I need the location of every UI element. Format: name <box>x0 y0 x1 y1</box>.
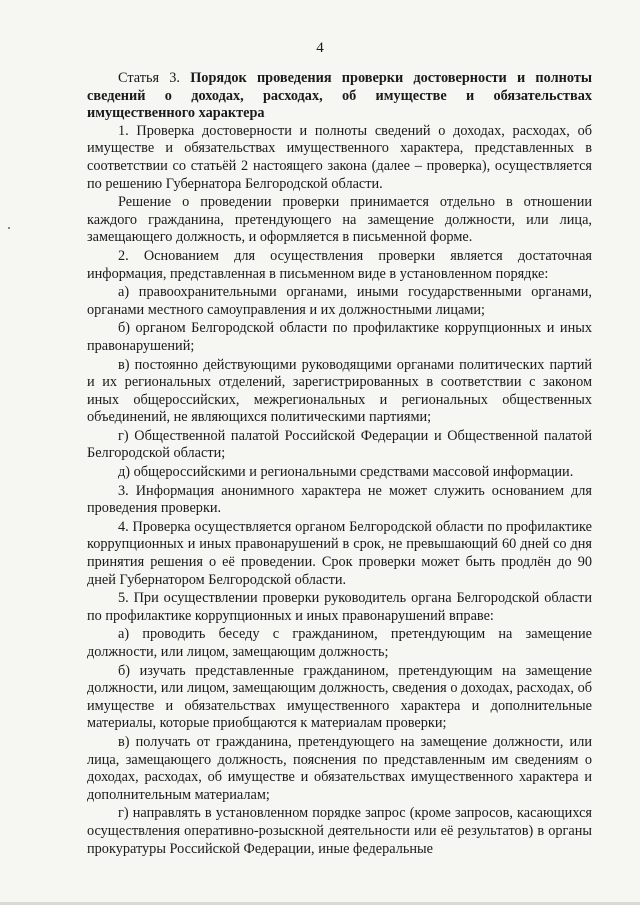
document-body <box>87 70 592 858</box>
paragraph-item-2g: г) Общественной палатой Российской Федерации и Общественной палатой Белгородской области; <box>87 427 592 462</box>
article-prefix: Статья 3. <box>118 70 180 86</box>
paragraph-item-5g: г) направлять в установленном порядке запрос (кроме запросов, касающихся осуществления оперативно-розыскной деятельности или её результатов) в органы прокуратуры Российской Федерации, иные федеральные <box>87 805 592 857</box>
paragraph-item-4: 4. Проверка осуществляется органом Белгородской области по профилактике коррупционных и иных правонарушений в срок, не превышающий 60 дней со дня принятия решения о её проведении. Срок проверки может быть продлён до 90 дней Губернатором Белгородской области. <box>87 518 592 588</box>
paragraph-item-2a: а) правоохранительными органами, иными государственными органами, органами местного самоуправления и их должностными лицами; <box>87 284 592 318</box>
page-number: 4 <box>316 40 324 56</box>
paragraph-item-2v: в) постоянно действующими руководящими органами политических партий и их региональных отделений, зарегистрированных в соответствии с законом иных общероссийских, межрегиональных и региональных общественных объединений, не являющихся политическими партиями; <box>87 356 592 426</box>
paragraph-item-2: 2. Основанием для осуществления проверки является достаточная информация, представленная в письменном виде в установленном порядке: <box>87 247 592 282</box>
paragraph-item-5a: а) проводить беседу с гражданином, претендующим на замещение должности, или лицом, замещающим должность; <box>87 626 592 660</box>
article-title: Порядок проведения проверки достоверности и полноты сведений о доходах, расходах, об имуществе и обязательствах имущественного характера <box>87 70 592 122</box>
paragraph-item-2d: д) общероссийскими и региональными средствами массовой информации. <box>118 464 574 481</box>
paragraph-item-3: 3. Информация анонимного характера не может служить основанием для проведения проверки. <box>87 482 592 517</box>
paragraph-item-1: 1. Проверка достоверности и полноты сведений о доходах, расходах, об имуществе и обязательствах имущественного характера, представленных в соответствии со статьёй 2 настоящего закона (далее – проверка), осуществляется по решению Губернатора Белгородской области. <box>87 122 592 192</box>
paragraph-decision: Решение о проведении проверки принимается отдельно в отношении каждого гражданина, претендующего на замещение должности, или лица, замещающего должность, и оформляется в письменной форме. <box>87 194 592 246</box>
paragraph-item-5: 5. При осуществлении проверки руководитель органа Белгородской области по профилактике коррупционных и иных правонарушений вправе: <box>87 590 592 624</box>
paragraph-item-5v: в) получать от гражданина, претендующего на замещение должности, или лица, замещающего должность, пояснения по представленным им сведениям о доходах, расходах, об имуществе и обязательствах имущественного характера и дополнительным материалам; <box>87 733 592 803</box>
article-heading <box>87 70 592 123</box>
scan-dot <box>8 227 10 229</box>
paragraph-item-5b: б) изучать представленные гражданином, претендующим на замещение должности, или лицом, замещающим должность, сведения о доходах, расходах, об имуществе и обязательствах имущественного характера и дополнительные материалы, которые приобщаются к материалам проверки; <box>87 662 592 732</box>
paragraph-item-2b: б) органом Белгородской области по профилактике коррупционных и иных правонарушений; <box>87 320 592 354</box>
